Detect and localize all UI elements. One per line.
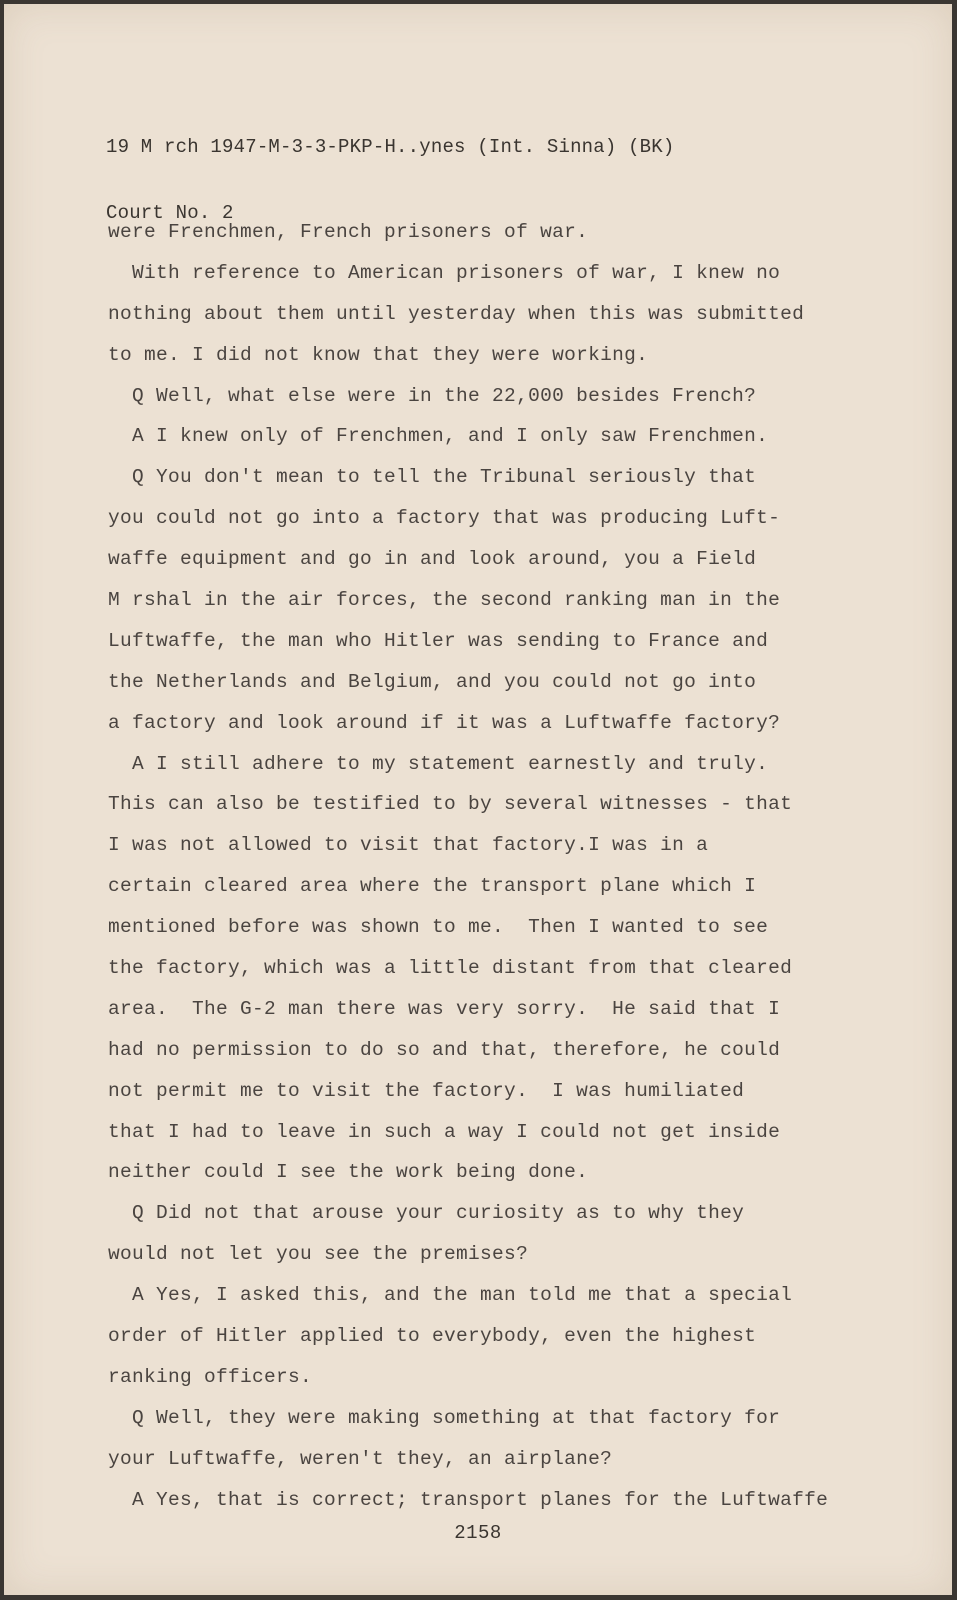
body-line: Q Did not that arouse your curiosity as to why they xyxy=(108,1202,745,1225)
body-line: waffe equipment and go in and look around, you a Field xyxy=(108,548,757,571)
body-line: area. The G-2 man there was very sorry. He said that I xyxy=(108,997,781,1020)
body-line: the factory, which was a little distant from that cleared xyxy=(108,957,793,980)
body-line: that I had to leave in such a way I could not get inside xyxy=(108,1120,781,1143)
body-line: ranking officers. xyxy=(108,1365,313,1388)
body-line: Q Well, what else were in the 22,000 besides French? xyxy=(108,384,757,407)
document-page xyxy=(4,4,952,1595)
body-line: would not let you see the premises? xyxy=(108,1243,529,1266)
body-line: A I still adhere to my statement earnestly and truly. xyxy=(108,752,769,775)
body-line: Q You don't mean to tell the Tribunal seriously that xyxy=(108,466,757,489)
body-line: had no permission to do so and that, therefore, he could xyxy=(108,1038,781,1061)
body-line: a factory and look around if it was a Luftwaffe factory? xyxy=(108,711,781,734)
body-line: not permit me to visit the factory. I was humiliated xyxy=(108,1079,745,1102)
body-line: With reference to American prisoners of war, I knew no xyxy=(108,261,781,284)
body-line: A I knew only of Frenchmen, and I only saw Frenchmen. xyxy=(108,425,769,448)
header-date-line: 19 M rch 1947-M-3-3-PKP-H..ynes (Int. Sinna) (BK) xyxy=(106,136,675,158)
body-line: certain cleared area where the transport plane which I xyxy=(108,875,757,898)
body-line: mentioned before was shown to me. Then I wanted to see xyxy=(108,916,769,939)
body-line: I was not allowed to visit that factory.I was in a xyxy=(108,834,709,857)
body-line: Luftwaffe, the man who Hitler was sending to France and xyxy=(108,629,769,652)
transcript-body xyxy=(108,212,868,1521)
body-line: This can also be testified to by several witnesses - that xyxy=(108,793,793,816)
body-line: to me. I did not know that they were working. xyxy=(108,343,649,366)
body-line: your Luftwaffe, weren't they, an airplane? xyxy=(108,1447,613,1470)
body-line: A Yes, I asked this, and the man told me that a special xyxy=(108,1284,793,1307)
body-line: neither could I see the work being done. xyxy=(108,1161,589,1184)
body-line: nothing about them until yesterday when this was submitted xyxy=(108,302,805,325)
body-line: Q Well, they were making something at that factory for xyxy=(108,1406,781,1429)
body-line: M rshal in the air forces, the second ranking man in the xyxy=(108,589,781,612)
body-line: A Yes, that is correct; transport planes for the Luftwaffe xyxy=(108,1488,829,1511)
body-line: the Netherlands and Belgium, and you could not go into xyxy=(108,670,757,693)
body-line: order of Hitler applied to everybody, even the highest xyxy=(108,1325,757,1348)
header-court-line: Court No. 2 xyxy=(106,202,234,224)
body-line: were Frenchmen, French prisoners of war. xyxy=(108,221,589,243)
page-number: 2158 xyxy=(454,1522,502,1544)
body-line: you could not go into a factory that was producing Luft- xyxy=(108,507,781,530)
